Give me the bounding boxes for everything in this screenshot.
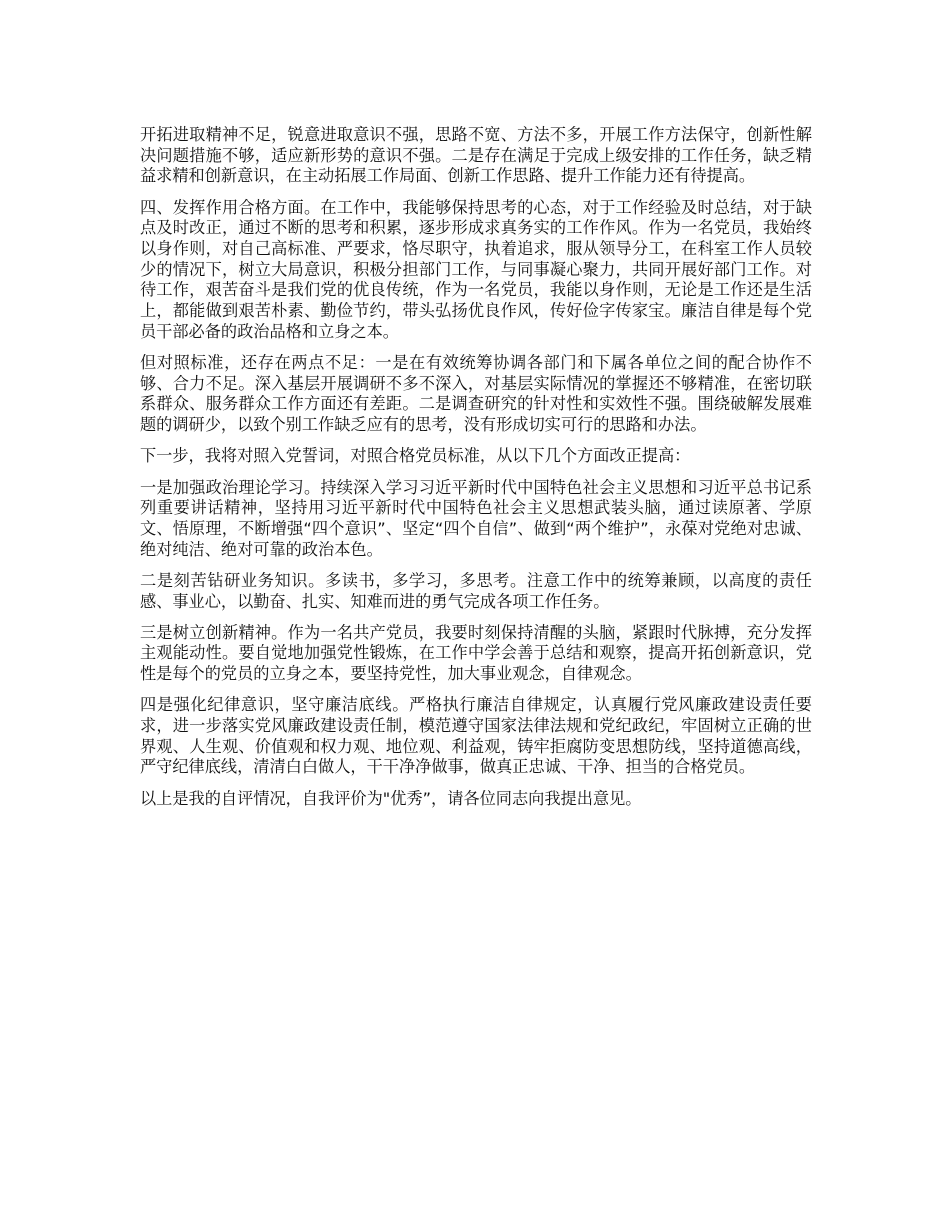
paragraph-shortcomings: 但对照标准，还存在两点不足：一是在有效统筹协调各部门和下属各单位之间的配合协作不够、合力不足。深入基层开展调研不多不深入，对基层实际情况的掌握还不够精准，在密切联系群众、服务群众工作方面还有差距。二是调查研究的针对性和实效性不强。围绕破解发展难题的调研少，以致个别工作缺乏应有的思考，没有形成切实可行的思路和办法。 <box>140 353 812 435</box>
paragraph-self-evaluation: 以上是我的自评情况，自我评价为"优秀”，请各位同志向我提出意见。 <box>140 788 642 808</box>
paragraph-discipline: 四是强化纪律意识，坚守廉洁底线。严格执行廉洁自律规定，认真履行党风廉政建设责任要求，进一步落实党风廉政建设责任制，模范遵守国家法律法规和党纪政纪，牢固树立正确的世界观、人生观、价值观和权力观、地位观、利益观，铸牢拒腐防变思想防线，坚持道德高线，严守纪律底线，清清白白做人，干干净净做事，做真正忠诚、干净、担当的合格党员。 <box>140 695 812 777</box>
paragraph-political-study: 一是加强政治理论学习。持续深入学习习近平新时代中国特色社会主义思想和习近平总书记系列重要讲话精神，坚持用习近平新时代中国特色社会主义思想武装头脑，通过读原著、学原文、悟原理，不断增强“四个意识”、坚定“四个自信”、做到“两个维护”，永葆对党绝对忠诚、绝对纯洁、绝对可靠的政治本色。 <box>140 477 812 559</box>
paragraph-innovation-spirit: 三是树立创新精神。作为一名共产党员，我要时刻保持清醒的头脑，紧跟时代脉搏，充分发挥主观能动性。要自觉地加强党性锻炼，在工作中学会善于总结和观察，提高开拓创新意识，党性是每个的党员的立身之本，要坚持党性，加大事业观念，自律观念。 <box>140 622 812 684</box>
paragraph-next-steps-intro: 下一步，我将对照入党誓词，对照合格党员标准，从以下几个方面改正提高： <box>140 446 691 466</box>
document-page <box>140 125 812 820</box>
paragraph-innovation-shortfall: 开拓进取精神不足，锐意进取意识不强，思路不宽、方法不多，开展工作方法保守，创新性解决问题措施不够，适应新形势的意识不强。二是存在满足于完成上级安排的工作任务，缺乏精益求精和创新意识，在主动拓展工作局面、创新工作思路、提升工作能力还有待提高。 <box>140 125 812 186</box>
paragraph-role-qualified: 四、发挥作用合格方面。在工作中，我能够保持思考的心态，对于工作经验及时总结，对于缺点及时改正，通过不断的思考和积累，逐步形成求真务实的工作作风。作为一名党员，我始终以身作则，对自己高标准、严要求，恪尽职守，执着追求，服从领导分工，在科室工作人员较少的情况下，树立大局意识，积极分担部门工作，与同事凝心聚力，共同开展好部门工作。对待工作，艰苦奋斗是我们党的优良传统，作为一名党员，我能以身作则，无论是工作还是生活上，都能做到艰苦朴素、勤俭节约，带头弘扬优良作风，传好俭字传家宝。廉洁自律是每个党员干部必备的政治品格和立身之本。 <box>140 197 812 341</box>
paragraph-business-knowledge: 二是刻苦钻研业务知识。多读书，多学习，多思考。注意工作中的统筹兼顾，以高度的责任感、事业心，以勤奋、扎实、知难而进的勇气完成各项工作任务。 <box>140 570 812 611</box>
